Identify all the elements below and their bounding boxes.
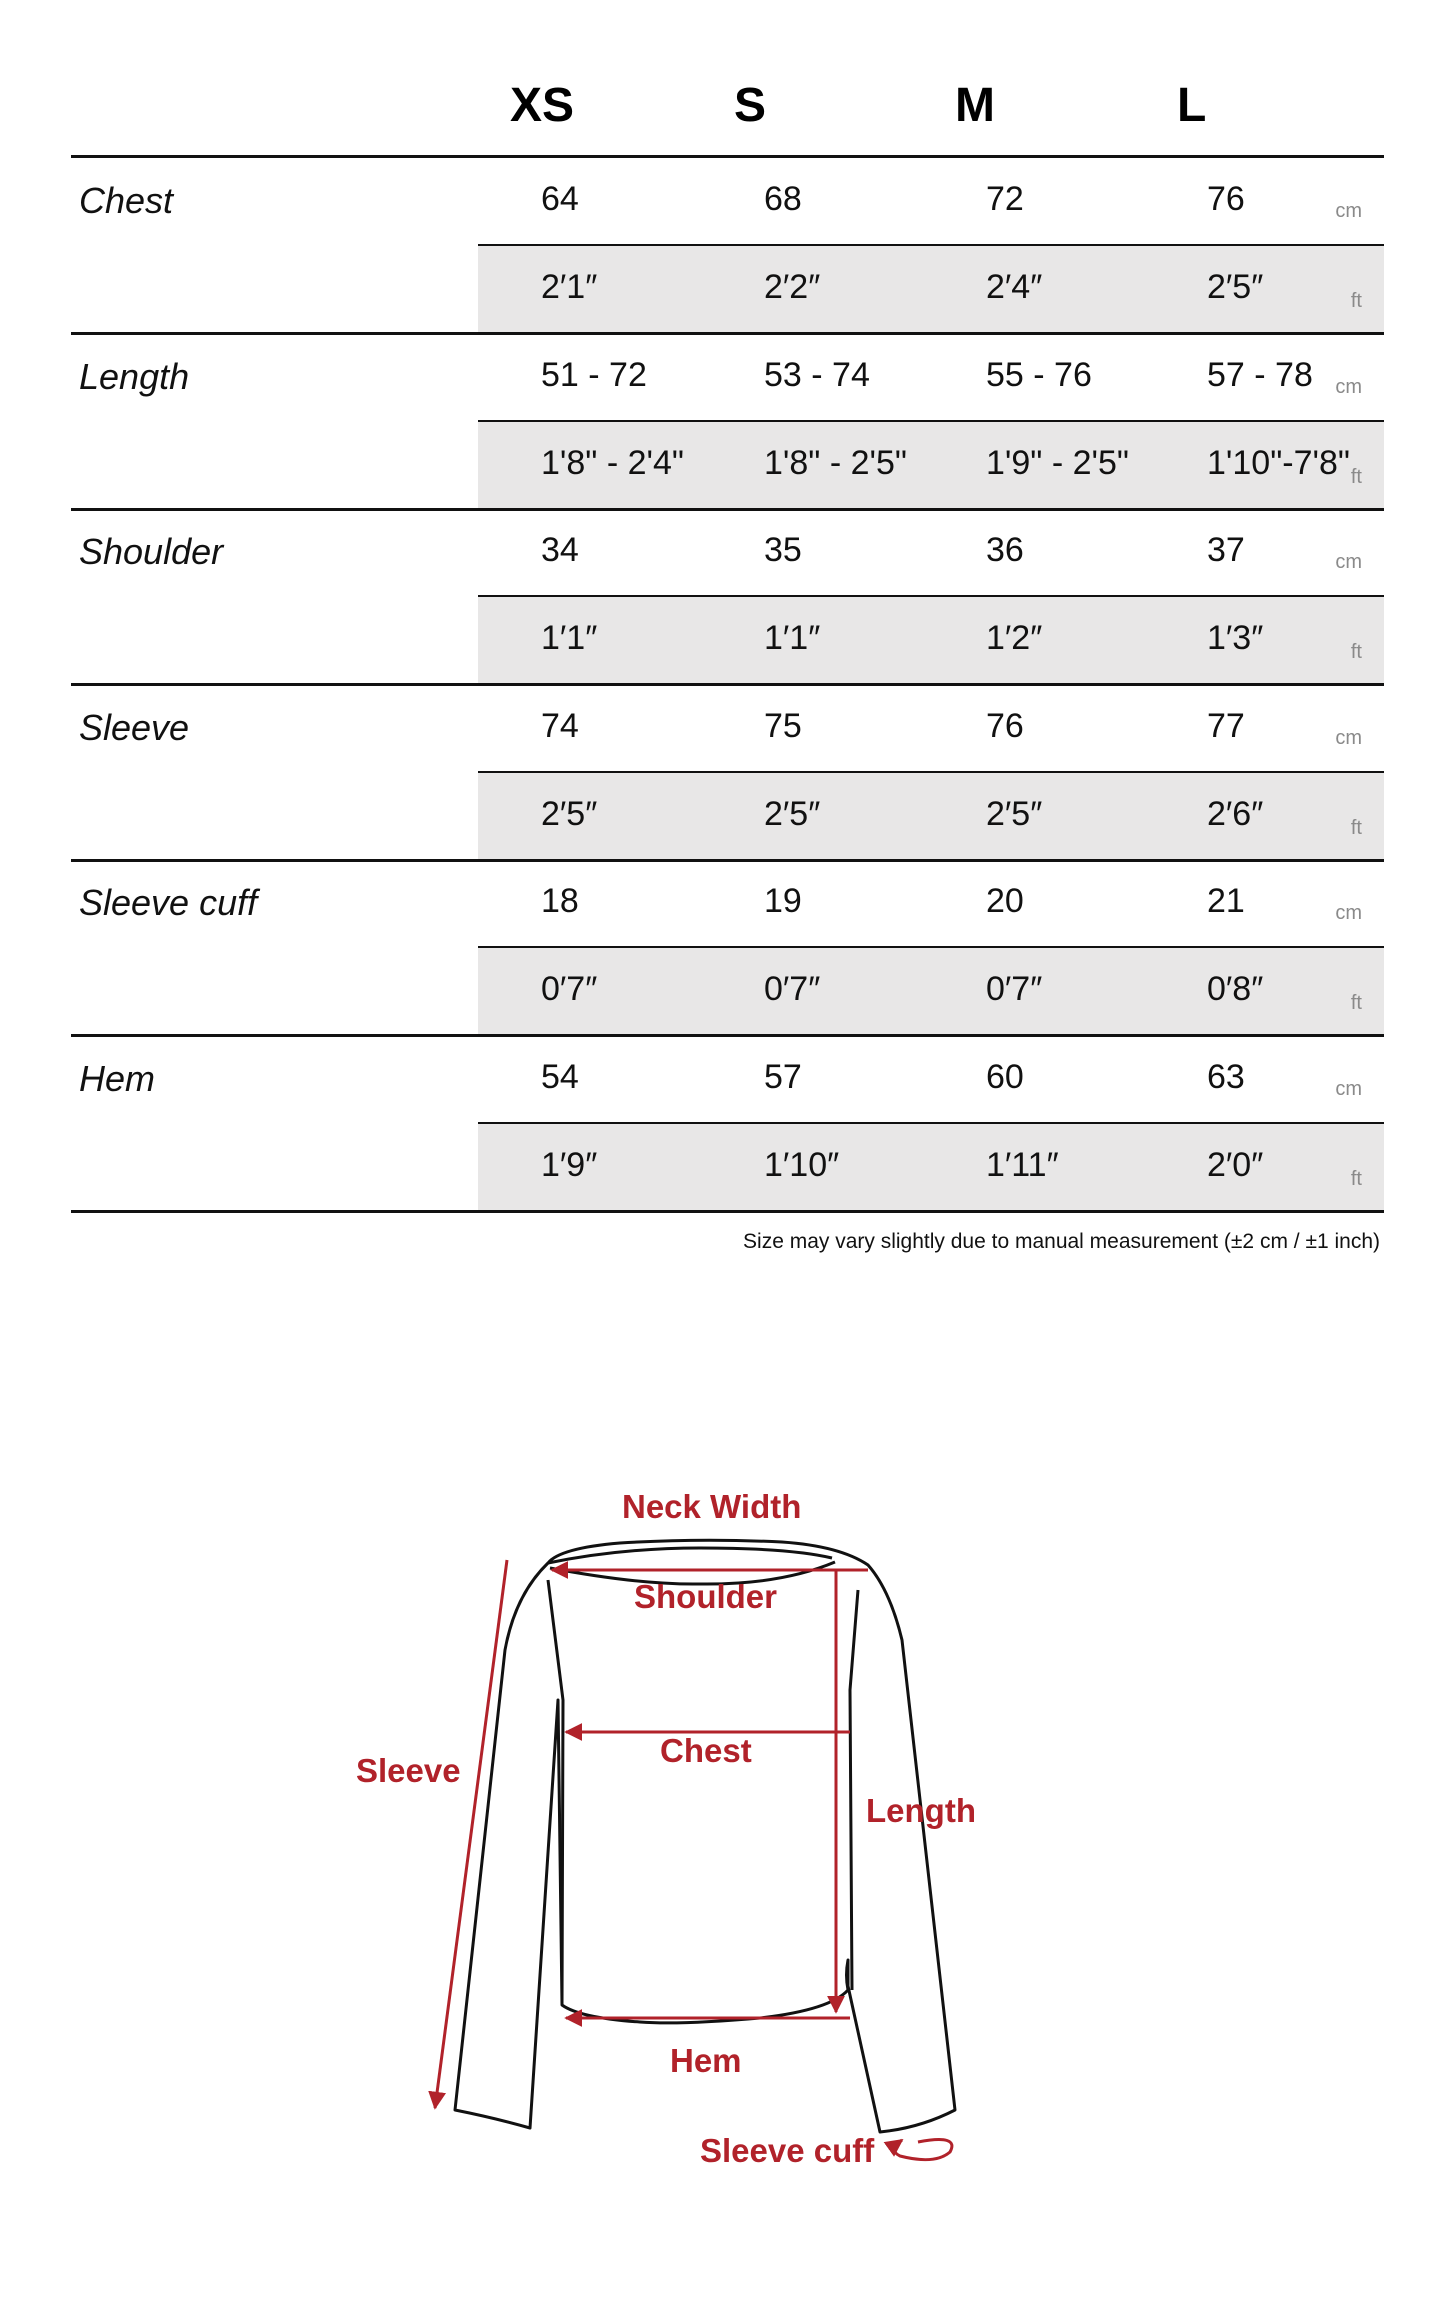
unit-cm: cm [1335, 726, 1362, 749]
ft-value-s: 0′7″ [764, 970, 821, 1008]
measure-row-sleeve-cuff [71, 860, 1384, 1035]
ft-value-l: 2′6″ [1207, 794, 1264, 833]
cm-value-l: 63 [1207, 1057, 1245, 1096]
measure-label: Sleeve [79, 706, 190, 748]
cm-value-l: 37 [1207, 531, 1245, 569]
measurement-note: Size may vary slightly due to manual measurement (±2 cm / ±1 inch) [743, 1230, 1380, 1253]
cm-value-xs: 74 [541, 706, 579, 745]
ft-value-xs: 2′1″ [541, 268, 598, 306]
measure-label: Shoulder [79, 531, 224, 572]
cm-value-xs: 51 - 72 [541, 355, 647, 394]
ft-value-xs: 1′9″ [541, 1145, 598, 1184]
neck-width-label: Neck Width [622, 1488, 802, 1525]
ft-value-l: 1'10"-7'8" [1207, 443, 1350, 482]
ft-value-s: 2′5″ [764, 794, 821, 833]
cm-value-s: 75 [764, 706, 802, 745]
cm-value-s: 19 [764, 882, 802, 920]
ft-value-s: 1′1″ [764, 619, 821, 657]
ft-values-row [478, 597, 1384, 683]
ft-value-l: 1′3″ [1207, 619, 1264, 657]
cm-values-row [478, 334, 1384, 420]
cm-value-xs: 54 [541, 1057, 579, 1096]
cm-values-row [478, 1036, 1384, 1122]
cm-value-m: 36 [986, 531, 1024, 569]
size-header-s: S [734, 79, 767, 132]
ft-values-row [478, 773, 1384, 859]
row-divider [478, 244, 1384, 246]
cm-value-xs: 64 [541, 180, 579, 218]
measure-row-length [71, 334, 1384, 509]
sleeve-label: Sleeve [356, 1752, 461, 1789]
cm-value-m: 60 [986, 1057, 1024, 1096]
ft-value-xs: 1′1″ [541, 619, 598, 657]
hem-label: Hem [670, 2042, 742, 2079]
sleeve-arrow [435, 1560, 507, 2108]
cm-value-s: 53 - 74 [764, 355, 870, 394]
ft-value-xs: 2′5″ [541, 794, 598, 833]
ft-value-m: 1'9" - 2'5" [986, 443, 1129, 482]
row-divider [478, 771, 1384, 773]
cm-values-row [478, 509, 1384, 595]
ft-values-row [478, 1124, 1384, 1210]
size-header-xs: XS [510, 79, 575, 132]
unit-cm: cm [1335, 902, 1362, 924]
cm-value-xs: 18 [541, 882, 579, 920]
cm-value-m: 76 [986, 706, 1024, 745]
unit-ft: ft [1350, 465, 1362, 488]
unit-cm: cm [1335, 200, 1362, 222]
measure-label: Chest [79, 180, 174, 221]
measure-row-sleeve [71, 685, 1384, 860]
cm-values-row [478, 860, 1384, 946]
size-header-m: M [955, 79, 995, 132]
measure-label: Hem [79, 1057, 156, 1099]
measure-label: Length [79, 355, 190, 397]
cm-value-m: 55 - 76 [986, 355, 1092, 394]
ft-value-l: 0′8″ [1207, 970, 1264, 1008]
ft-value-l: 2′5″ [1207, 268, 1264, 306]
ft-values-row [478, 422, 1384, 508]
ft-value-xs: 1'8" - 2'4" [541, 443, 684, 482]
measure-row-chest [71, 158, 1384, 333]
cm-values-row [478, 685, 1384, 771]
cm-value-l: 21 [1207, 882, 1245, 920]
group-divider [71, 1210, 1384, 1213]
unit-cm: cm [1335, 1077, 1362, 1100]
ft-values-row [478, 246, 1384, 332]
shoulder-label: Shoulder [634, 1578, 778, 1615]
cm-value-l: 77 [1207, 706, 1245, 745]
cm-value-m: 20 [986, 882, 1024, 920]
size-header-l: L [1177, 79, 1207, 132]
measure-label: Sleeve cuff [79, 882, 258, 923]
unit-ft: ft [1350, 1167, 1362, 1190]
cm-value-s: 35 [764, 531, 802, 569]
unit-ft: ft [1350, 641, 1362, 663]
ft-value-m: 2′5″ [986, 794, 1043, 833]
cm-value-xs: 34 [541, 531, 579, 569]
sleeve-cuff-label: Sleeve cuff [700, 2132, 875, 2169]
unit-cm: cm [1335, 551, 1362, 573]
cm-value-l: 57 - 78 [1207, 355, 1313, 394]
ft-value-m: 1′11″ [986, 1145, 1059, 1184]
sleeve-cuff-arrow [894, 2140, 951, 2160]
ft-value-l: 2′0″ [1207, 1145, 1264, 1184]
unit-cm: cm [1335, 375, 1362, 398]
ft-value-m: 2′4″ [986, 268, 1043, 306]
ft-value-s: 1′10″ [764, 1145, 840, 1184]
unit-ft: ft [1350, 992, 1362, 1014]
cm-value-l: 76 [1207, 180, 1245, 218]
ft-value-xs: 0′7″ [541, 970, 598, 1008]
row-divider [478, 1122, 1384, 1124]
garment-diagram [0, 1440, 1445, 2200]
ft-value-s: 2′2″ [764, 268, 821, 306]
cm-values-row [478, 158, 1384, 244]
row-divider [478, 420, 1384, 422]
ft-value-m: 0′7″ [986, 970, 1043, 1008]
cm-value-s: 68 [764, 180, 802, 218]
cm-value-m: 72 [986, 180, 1024, 218]
ft-values-row [478, 948, 1384, 1034]
measure-row-hem [71, 1036, 1384, 1211]
row-divider [478, 595, 1384, 597]
chest-label: Chest [660, 1732, 752, 1769]
row-divider [478, 946, 1384, 948]
ft-value-m: 1′2″ [986, 619, 1043, 657]
length-label: Length [866, 1792, 976, 1829]
ft-value-s: 1'8" - 2'5" [764, 443, 907, 482]
measure-row-shoulder [71, 509, 1384, 684]
cm-value-s: 57 [764, 1057, 802, 1096]
unit-ft: ft [1350, 290, 1362, 312]
unit-ft: ft [1350, 816, 1362, 839]
